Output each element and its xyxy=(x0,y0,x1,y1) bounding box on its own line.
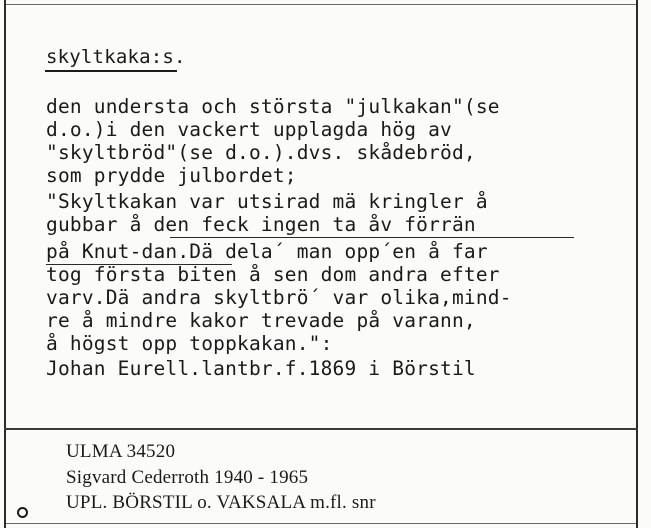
body-line-9: varv.Dä andra skyltbrö´ var olika,mind- xyxy=(46,286,512,309)
body-line-2: d.o.)i den vackert upplagda hög av xyxy=(46,118,452,141)
body-line-8: tog första biten å sen dom andra efter xyxy=(46,263,500,286)
card-border-right xyxy=(636,0,638,528)
informant-line: Johan Eurell.lantbr.f.1869 i Börstil xyxy=(46,357,476,380)
quote-underline-1 xyxy=(170,237,574,238)
headword-underline xyxy=(45,70,177,72)
body-line-1: den understa och största "julkakan"(se xyxy=(46,95,500,118)
footer-divider xyxy=(4,428,638,430)
body-line-10: re å mindre kakor trevade på varann, xyxy=(46,309,476,332)
collector: Sigvard Cederroth 1940 - 1965 xyxy=(66,467,309,488)
body-line-3: "skyltbröd"(se d.o.).dvs. skådebröd, xyxy=(46,141,476,164)
body-line-7: på Knut-dan.Dä dela´ man opp´en å far xyxy=(46,240,488,263)
card-border-bottom xyxy=(4,523,638,524)
card-border-left xyxy=(4,0,6,528)
punch-hole xyxy=(17,507,28,518)
headword: skyltkaka:s. xyxy=(46,46,186,68)
body-line-4: som prydde julbordet; xyxy=(46,164,297,187)
archive-id: ULMA 34520 xyxy=(66,441,176,462)
place: UPL. BÖRSTIL o. VAKSALA m.fl. snr xyxy=(66,492,376,513)
card-border-top xyxy=(4,4,638,5)
body-line-6: gubbar å den feck ingen ta åv förrän xyxy=(46,213,476,236)
body-line-11: å högst opp toppkakan.": xyxy=(46,332,333,355)
body-line-5: "Skyltkakan var utsirad mä kringler å xyxy=(46,190,488,213)
